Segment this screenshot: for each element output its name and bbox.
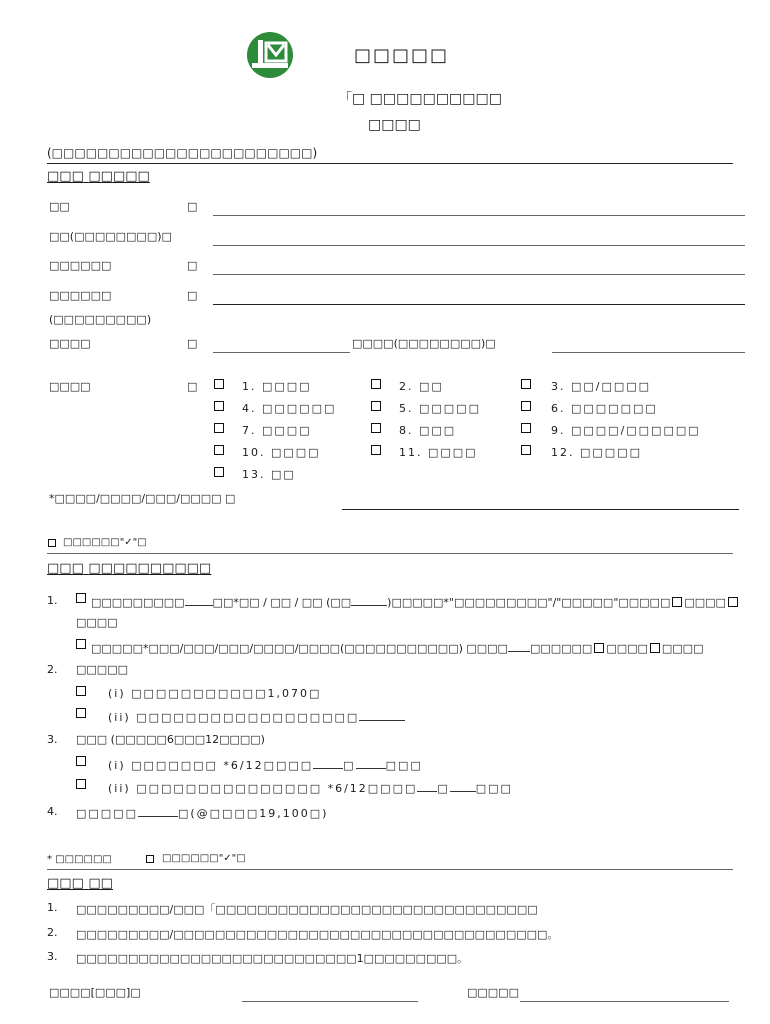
field-5-mid-label: □□□□(□□□□□□□□)□ xyxy=(352,337,496,350)
item-1-part-d: □□□□ xyxy=(684,596,726,609)
tick-note: □□□□□□"✓"□ xyxy=(162,853,246,864)
item-1b-part-d: □□□□ xyxy=(661,642,704,655)
category-option-8: 8. □□□ xyxy=(399,424,457,437)
category-option-6: 6. □□□□□□□ xyxy=(551,402,658,415)
item-3-i-blank-b[interactable] xyxy=(356,757,386,769)
item-4-blank[interactable] xyxy=(138,805,178,817)
declaration-number: 2. xyxy=(47,926,58,939)
category-checkbox-11[interactable] xyxy=(371,445,381,455)
item-3-i-part-b: □ xyxy=(343,759,356,772)
declaration-text: □□□□□□□□□□□□□□□□□□□□□□□□□□□1□□□□□□□□□。 xyxy=(76,952,469,965)
category-checkbox-6[interactable] xyxy=(521,401,531,411)
item-3-text: □□□ (□□□□□6□□□12□□□□) xyxy=(76,733,265,746)
item-3-i-text xyxy=(108,757,423,772)
item-1b-blank[interactable] xyxy=(508,640,530,652)
category-option-9: 9. □□□□/□□□□□□ xyxy=(551,424,701,437)
declaration-text: □□□□□□□□□/□□□「□□□□□□□□□□□□□□□□□□□□□□□□□□□□□□□ xyxy=(76,903,538,916)
item-1-inline-box-b[interactable] xyxy=(728,597,738,607)
category-checkbox-2[interactable] xyxy=(371,379,381,389)
item-3-ii-part-a: (ii) □□□□□□□□□□□□□□□ *6/12□□□□ xyxy=(108,782,418,795)
item-1-part-a: □□□□□□□□□ xyxy=(91,596,185,609)
item-3-i-part-a: (i) □□□□□□□ *6/12□□□□ xyxy=(108,759,314,772)
item-3-i-checkbox[interactable] xyxy=(76,756,86,766)
item-4-text xyxy=(76,805,328,820)
item-3-ii-blank-a[interactable] xyxy=(417,780,437,792)
field-colon: □ xyxy=(187,337,198,350)
item-1-inline-box-a[interactable] xyxy=(672,597,682,607)
signature-input-line[interactable] xyxy=(242,1001,418,1002)
item-1-text xyxy=(91,594,740,609)
section-1-prefix: □□□ xyxy=(47,169,84,184)
form-subtitle: 「□ □□□□□□□□□□ xyxy=(338,91,502,107)
field-4-input-line[interactable] xyxy=(213,304,745,305)
category-checkbox-10[interactable] xyxy=(214,445,224,455)
item-3-ii-text xyxy=(108,780,513,795)
field-label-5: □□□□ xyxy=(49,337,91,350)
date-input-line[interactable] xyxy=(520,1001,729,1002)
item-1b-part-a: □□□□□*□□□/□□□/□□□/□□□□/□□□□(□□□□□□□□□□□) □□□□ xyxy=(91,642,508,655)
category-checkbox-3[interactable] xyxy=(521,379,531,389)
field-5-input-line[interactable] xyxy=(213,352,350,353)
item-number: 3. xyxy=(47,733,58,746)
category-option-5: 5. □□□□□ xyxy=(399,402,481,415)
tick-legend-box xyxy=(146,855,154,863)
item-2-ii-checkbox[interactable] xyxy=(76,708,86,718)
item-2-i-text: (i) □□□□□□□□□□□1,070□ xyxy=(108,687,322,700)
item-2-ii-label: (ii) □□□□□□□□□□□□□□□□□□ xyxy=(108,711,360,724)
other-label: *□□□□/□□□□/□□□/□□□□ □ xyxy=(49,492,236,505)
field-colon: □ xyxy=(187,289,198,302)
category-checkbox-1[interactable] xyxy=(214,379,224,389)
item-1b-inline-box-b[interactable] xyxy=(650,643,660,653)
category-option-12: 12. □□□□□ xyxy=(551,446,642,459)
divider xyxy=(47,553,733,554)
item-2-text: □□□□□ xyxy=(76,663,128,676)
category-checkbox-13[interactable] xyxy=(214,467,224,477)
item-number: 4. xyxy=(47,805,58,818)
category-checkbox-4[interactable] xyxy=(214,401,224,411)
category-label: □□□□ xyxy=(49,380,91,393)
field-label-4: □□□□□□ xyxy=(49,289,112,302)
item-1b-part-b: □□□□□□ xyxy=(529,642,593,655)
item-4-part-a: □□□□□ xyxy=(76,807,138,820)
date-label: □□□□□ xyxy=(467,986,519,999)
category-option-2: 2. □□ xyxy=(399,380,444,393)
item-3-ii-part-c: □□□ xyxy=(475,782,513,795)
section-2-title xyxy=(47,561,211,576)
field-2-input-line[interactable] xyxy=(213,245,745,246)
tick-note: □□□□□□"✓"□ xyxy=(63,537,147,548)
divider xyxy=(47,869,733,870)
item-3-ii-checkbox[interactable] xyxy=(76,779,86,789)
organization-name: □□□□□ xyxy=(354,45,450,66)
item-3-i-blank-a[interactable] xyxy=(313,757,343,769)
footnote: * □□□□□□ xyxy=(47,854,112,865)
category-option-7: 7. □□□□ xyxy=(242,424,312,437)
divider xyxy=(47,163,733,164)
form-title: □□□□ xyxy=(368,117,421,133)
item-3-ii-part-b: □ xyxy=(437,782,450,795)
category-option-10: 10. □□□□ xyxy=(242,446,321,459)
item-1-blank-a[interactable] xyxy=(185,594,213,606)
item-1b-part-c: □□□□ xyxy=(606,642,648,655)
item-1b-inline-box-a[interactable] xyxy=(594,643,604,653)
category-checkbox-8[interactable] xyxy=(371,423,381,433)
declaration-text: □□□□□□□□□/□□□□□□□□□□□□□□□□□□□□□□□□□□□□□□□□□□□□。 xyxy=(76,928,559,941)
name-input-line[interactable] xyxy=(213,215,745,216)
item-4-part-b: □(@□□□□19,100□) xyxy=(177,807,329,820)
section-2-prefix: □□□ xyxy=(47,561,84,576)
item-1-part-c: )□□□□□*"□□□□□□□□□"/"□□□□□"□□□□□ xyxy=(387,596,671,609)
item-3-i-part-c: □□□ xyxy=(385,759,423,772)
category-checkbox-5[interactable] xyxy=(371,401,381,411)
item-1-checkbox[interactable] xyxy=(76,593,86,603)
field-4-sublabel: (□□□□□□□□□) xyxy=(49,313,152,326)
item-1-part-b: □□*□□ / □□ / □□ (□□ xyxy=(212,596,352,609)
category-checkbox-9[interactable] xyxy=(521,423,531,433)
other-input-line[interactable] xyxy=(342,509,739,510)
field-colon: □ xyxy=(187,380,198,393)
category-option-3: 3. □□/□□□□ xyxy=(551,380,652,393)
item-1b-text xyxy=(91,640,703,655)
field-5b-input-line[interactable] xyxy=(552,352,745,353)
section-2-heading: □□□□□□□□□□ xyxy=(88,561,212,576)
section-3-heading: □□ xyxy=(88,876,113,891)
field-colon: □ xyxy=(187,259,198,272)
item-2-i-checkbox[interactable] xyxy=(76,686,86,696)
declaration-number: 3. xyxy=(47,950,58,963)
section-3-title xyxy=(47,876,113,891)
declaration-number: 1. xyxy=(47,901,58,914)
category-option-4: 4. □□□□□□ xyxy=(242,402,337,415)
item-2-ii-blank[interactable] xyxy=(359,709,405,721)
organization-logo xyxy=(246,31,294,79)
section-3-prefix: □□□ xyxy=(47,876,84,891)
field-3-input-line[interactable] xyxy=(213,274,745,275)
category-option-1: 1. □□□□ xyxy=(242,380,312,393)
item-3-ii-blank-b[interactable] xyxy=(450,780,476,792)
item-1-blank-b[interactable] xyxy=(351,594,387,606)
category-option-13: 13. □□ xyxy=(242,468,296,481)
field-label-3: □□□□□□ xyxy=(49,259,112,272)
form-note: (□□□□□□□□□□□□□□□□□□□□□□□) xyxy=(47,146,318,160)
item-2-ii-text xyxy=(108,709,405,724)
item-1-line-2: □□□□ xyxy=(76,616,118,629)
section-1-heading: □□□□□ xyxy=(88,169,150,184)
category-option-11: 11. □□□□ xyxy=(399,446,478,459)
item-number: 2. xyxy=(47,663,58,676)
field-label-name: □□ xyxy=(49,200,70,213)
item-1b-checkbox[interactable] xyxy=(76,639,86,649)
signature-label: □□□□[□□□]□ xyxy=(49,986,141,999)
field-colon: □ xyxy=(187,200,198,213)
section-1-title xyxy=(47,169,150,184)
category-checkbox-7[interactable] xyxy=(214,423,224,433)
category-checkbox-12[interactable] xyxy=(521,445,531,455)
field-label-2: □□(□□□□□□□□)□ xyxy=(49,230,172,243)
item-number: 1. xyxy=(47,594,58,607)
tick-legend-box xyxy=(48,539,56,547)
